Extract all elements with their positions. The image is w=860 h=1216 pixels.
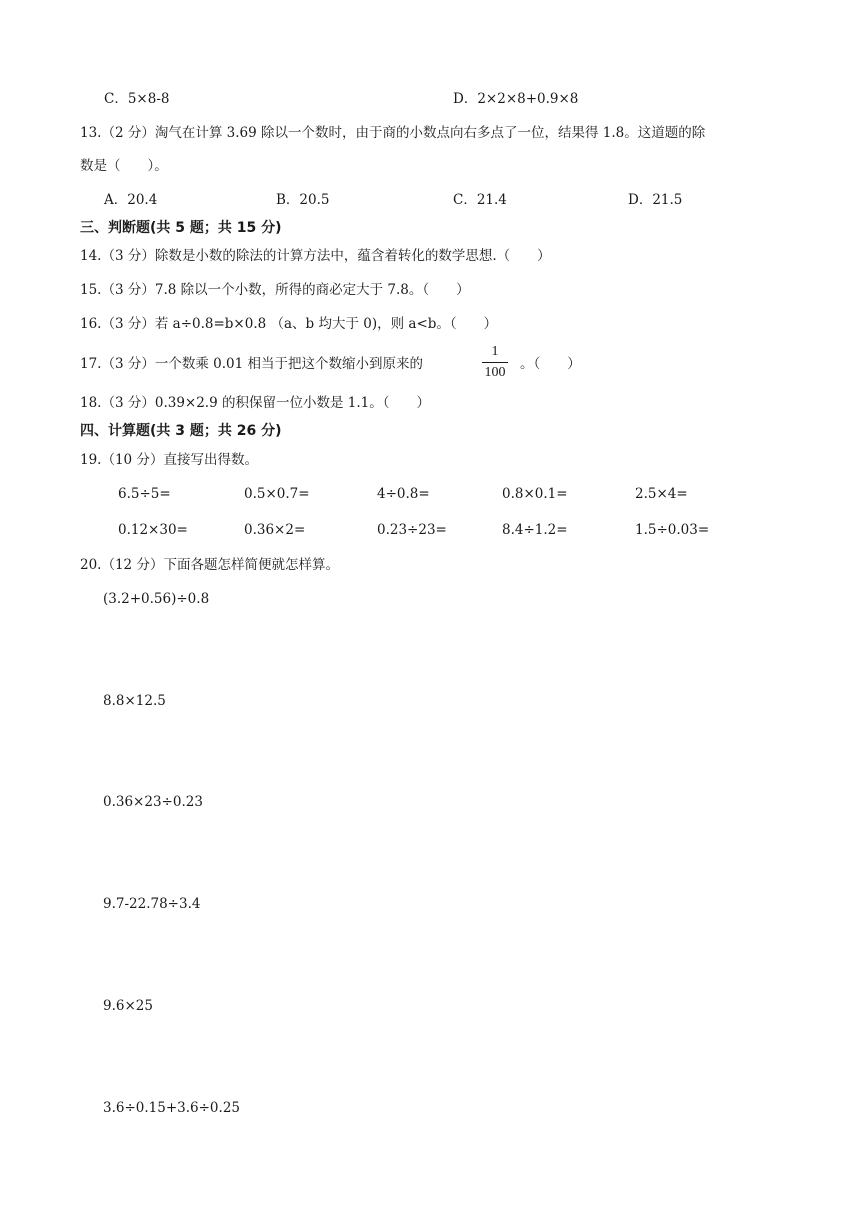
fraction-denominator: 100 [484, 365, 506, 380]
q19-item: 0.5×0.7= [244, 486, 310, 502]
q13-option-b: B．20.5 [276, 192, 330, 208]
q20-text: 20.（12 分）下面各题怎样简便就怎样算。 [80, 557, 339, 573]
q13-text-line2: 数是（ ）。 [80, 158, 168, 174]
q19-item: 1.5÷0.03= [635, 522, 710, 538]
q18-text: 18.（3 分）0.39×2.9 的积保留一位小数是 1.1。（ ） [80, 395, 430, 411]
q20-item: (3.2+0.56)÷0.8 [103, 591, 210, 607]
q13-option-c: C．21.4 [453, 192, 507, 208]
q20-item: 3.6÷0.15+3.6÷0.25 [103, 1100, 240, 1116]
q13-option-d: D．21.5 [628, 192, 683, 208]
section4-title: 四、计算题(共 3 题；共 26 分) [80, 423, 282, 439]
q19-item: 0.12×30= [118, 522, 188, 538]
q19-item: 0.36×2= [244, 522, 306, 538]
q12-option-d: D．2×2×8+0.9×8 [453, 91, 579, 107]
q20-item: 8.8×12.5 [103, 693, 166, 709]
q13-option-a: A．20.4 [104, 192, 158, 208]
q17-fraction [480, 343, 510, 382]
q20-item: 9.7-22.78÷3.4 [103, 896, 201, 912]
q19-item: 8.4÷1.2= [502, 522, 568, 538]
q13-text-line1: 13.（2 分）淘气在计算 3.69 除以一个数时，由于商的小数点向右多点了一位，结果得 1.8。这道题的除 [80, 125, 706, 141]
q19-item: 4÷0.8= [377, 486, 430, 502]
q12-option-c: C．5×8-8 [104, 91, 170, 107]
q14-text: 14.（3 分）除数是小数的除法的计算方法中，蕴含着转化的数学思想.（ ） [80, 248, 551, 264]
q19-item: 0.8×0.1= [502, 486, 568, 502]
q20-item: 9.6×25 [103, 998, 153, 1014]
q19-item: 0.23÷23= [377, 522, 447, 538]
q16-text: 16.（3 分）若 a÷0.8=b×0.8 （a、b 均大于 0)，则 a<b。（ ） [80, 316, 498, 332]
fraction-numerator: 1 [491, 344, 499, 359]
section3-title: 三、判断题(共 5 题；共 15 分) [80, 220, 282, 236]
q20-item: 0.36×23÷0.23 [103, 794, 203, 810]
fraction-bar [482, 362, 508, 363]
q19-item: 6.5÷5= [118, 486, 171, 502]
q15-text: 15.（3 分）7.8 除以一个小数，所得的商必定大于 7.8。（ ） [80, 282, 470, 298]
q19-text: 19.（10 分）直接写出得数。 [80, 452, 258, 468]
q17-text: 17.（3 分）一个数乘 0.01 相当于把这个数缩小到原来的 [80, 356, 423, 372]
q19-item: 2.5×4= [635, 486, 688, 502]
q17-text-end: 。（ ） [520, 356, 581, 372]
